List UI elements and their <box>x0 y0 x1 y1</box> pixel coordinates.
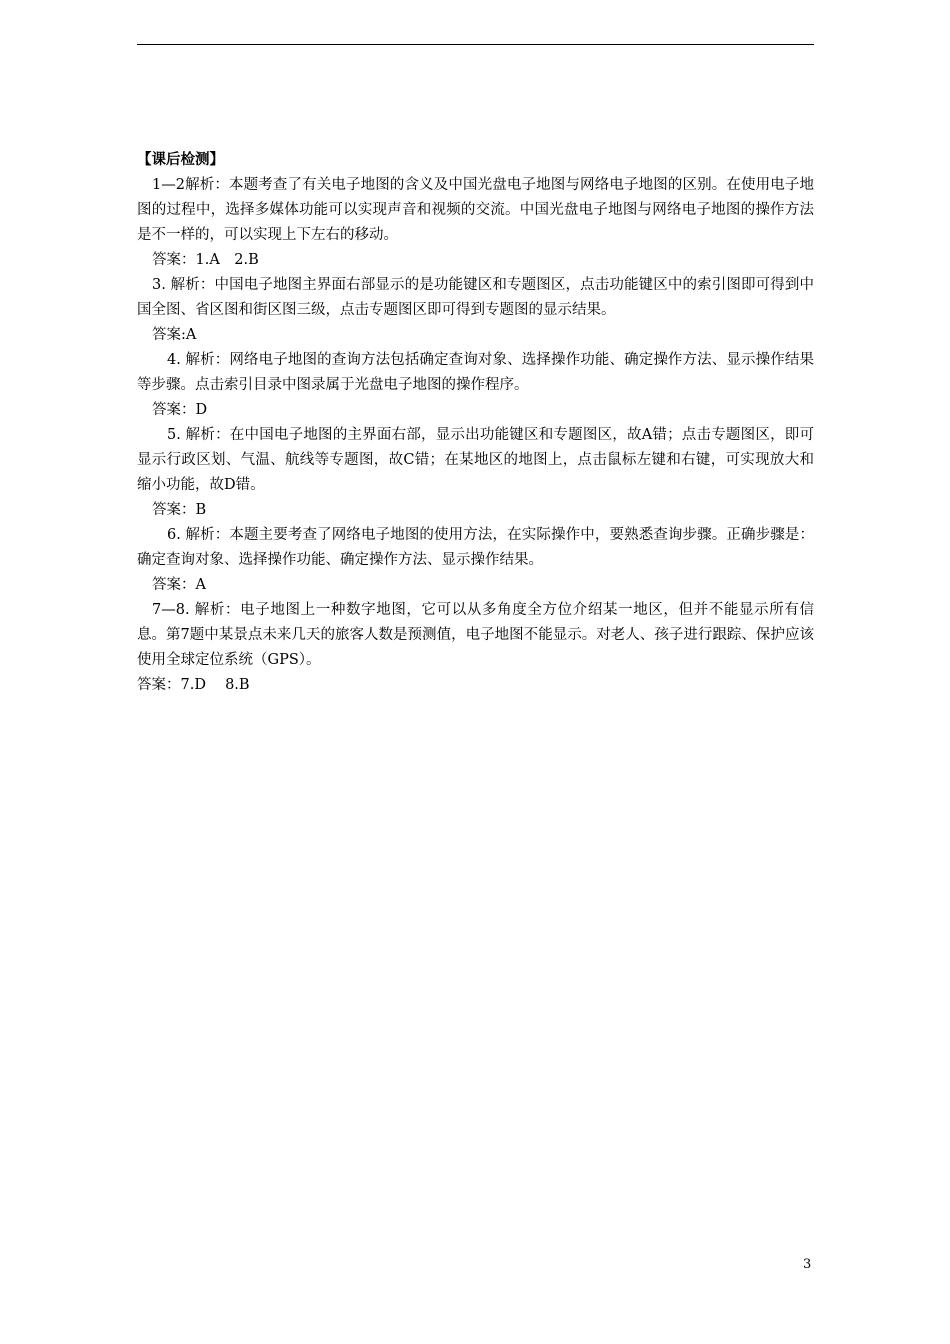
explanation-paragraph-5: 5. 解析：在中国电子地图的主界面右部，显示出功能键区和专题图区，故A错；点击专题图区，即可显示行政区划、气温、航线等专题图，故C错；在某地区的地图上，点击鼠标左键和右键，可实现放大和缩小功能，故D错。 <box>137 427 814 493</box>
explanation-paragraph-7-8: 7—8. 解析：电子地图上一种数字地图，它可以从多角度全方位介绍某一地区，但并不能显示所有信息。第7题中某景点未来几天的旅客人数是预测值，电子地图不能显示。对老人、孩子进行跟踪、保护应该使用全球定位系统（GPS）。 <box>137 602 814 668</box>
section-title: 【课后检测】 <box>137 152 224 168</box>
header-rule <box>137 44 814 45</box>
answer-line-6: 答案：A <box>152 577 206 593</box>
answer-line-1-2: 答案：1.A 2.B <box>152 252 259 268</box>
explanation-paragraph-3: 3. 解析：中国电子地图主界面右部显示的是功能键区和专题图区，点击功能键区中的索引图即可得到中国全图、省区图和街区图三级，点击专题图区即可得到专题图的显示结果。 <box>137 277 814 318</box>
explanation-paragraph-6: 6. 解析：本题主要考查了网络电子地图的使用方法，在实际操作中，要熟悉查询步骤。正确步骤是：确定查询对象、选择操作功能、确定操作方法、显示操作结果。 <box>137 527 814 568</box>
explanation-paragraph-1-2: 1—2解析：本题考查了有关电子地图的含义及中国光盘电子地图与网络电子地图的区别。在使用电子地图的过程中，选择多媒体功能可以实现声音和视频的交流。中国光盘电子地图与网络电子地图的操作方法是不一样的，可以实现上下左右的移动。 <box>137 177 814 243</box>
document-body <box>137 148 814 698</box>
answer-line-5: 答案：B <box>152 502 207 518</box>
answer-line-4: 答案：D <box>152 402 208 418</box>
answer-line-3: 答案:A <box>152 327 197 343</box>
page-number: 3 <box>803 1257 812 1272</box>
answer-line-7-8: 答案：7.D 8.B <box>137 677 250 693</box>
explanation-paragraph-4: 4. 解析：网络电子地图的查询方法包括确定查询对象、选择操作功能、确定操作方法、显示操作结果等步骤。点击索引目录中图录属于光盘电子地图的操作程序。 <box>137 352 814 393</box>
